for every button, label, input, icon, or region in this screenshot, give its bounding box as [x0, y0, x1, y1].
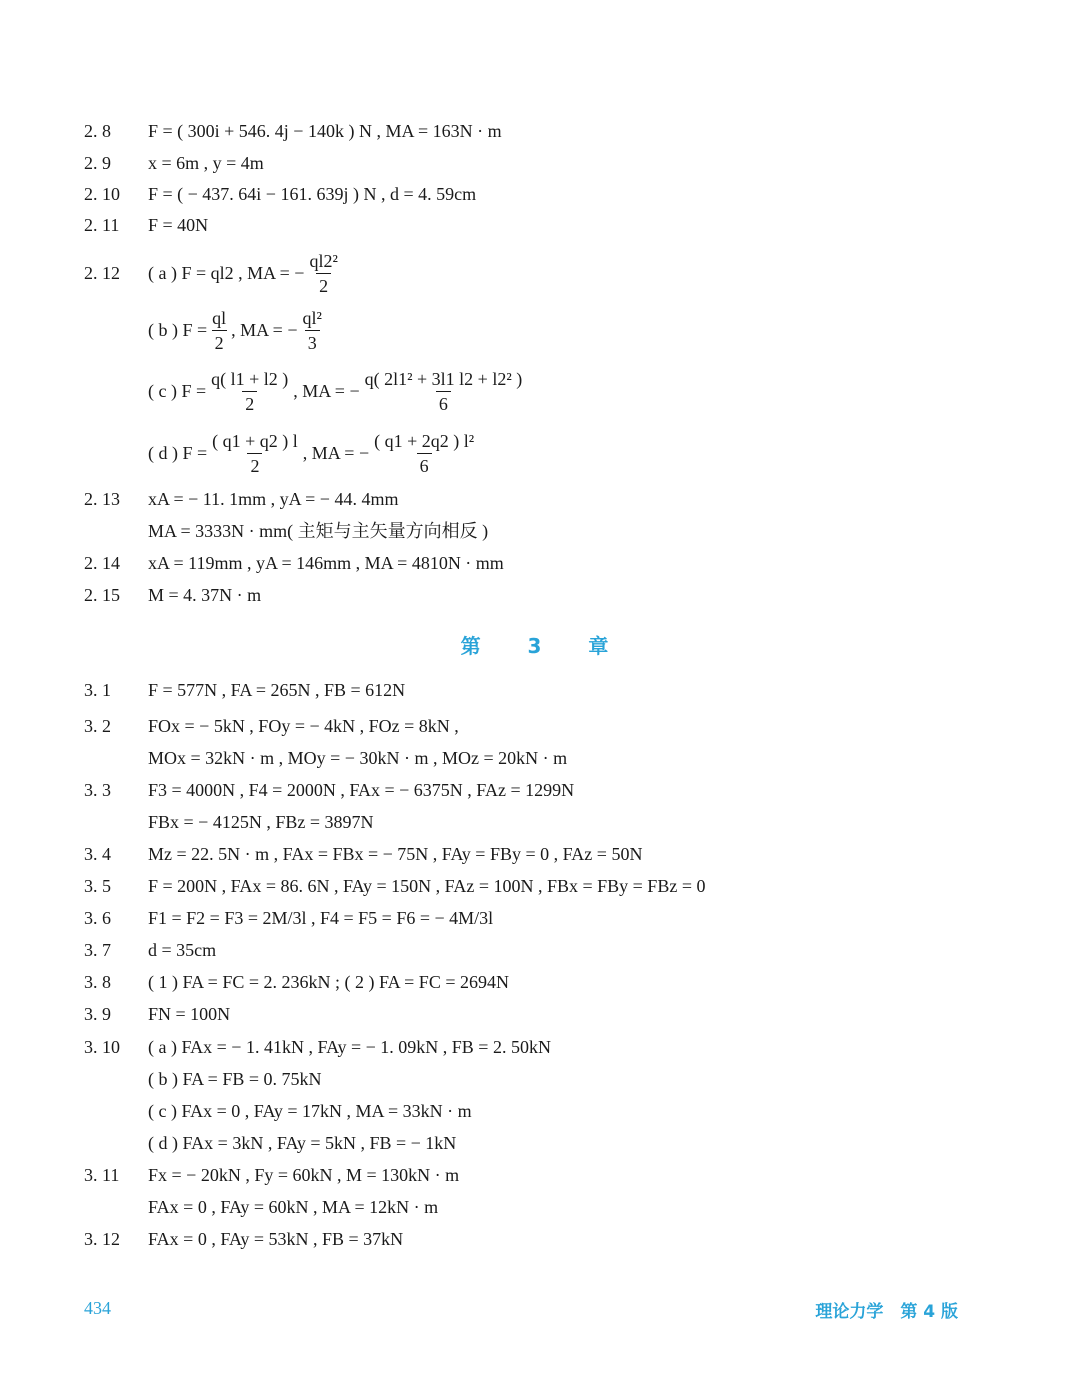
answer-text: Mz = 22. 5N · m , FAx = FBx = − 75N , FAy = FBy = 0 , FAz = 50N [148, 844, 643, 864]
answer-3-11-line2: FAx = 0 , FAy = 60kN , MA = 12kN · m [148, 1197, 439, 1217]
answer-number: 2. 9 [84, 153, 111, 173]
answer-text: FN = 100N [148, 1004, 231, 1024]
answer-number: 2. 14 [84, 553, 120, 573]
answer-text: xA = − 11. 1mm , yA = − 44. 4mm [148, 489, 399, 509]
formula-lead: ( c ) F = [148, 380, 207, 401]
answer-text: ( a ) FAx = − 1. 41kN , FAy = − 1. 09kN , FB = 2. 50kN [148, 1037, 551, 1057]
answer-number: 3. 4 [84, 844, 111, 864]
formula-lead: ( b ) F = [148, 319, 208, 340]
answer-text: FAx = 0 , FAy = 53kN , FB = 37kN [148, 1229, 404, 1249]
answer-2-12-b [148, 300, 327, 360]
formula-mid: , MA = − [293, 380, 360, 401]
answer-2-12-c [148, 361, 527, 421]
fraction-denominator: 2 [316, 273, 331, 297]
answer-text: F = 40N [148, 215, 209, 235]
fraction-numerator: ql [212, 307, 227, 328]
answer-3-2-line2: MOx = 32kN · m , MOy = − 30kN · m , MOz = 20kN · m [148, 748, 568, 768]
answer-number: 2. 15 [84, 585, 120, 605]
answer-number: 3. 9 [84, 1004, 111, 1024]
answer-3-3-line2: FBx = − 4125N , FBz = 3897N [148, 812, 374, 832]
fraction [371, 430, 477, 477]
formula-mid: , MA = − [302, 442, 370, 463]
fraction-denominator: 2 [242, 391, 257, 415]
fraction-numerator: ql2² [309, 250, 338, 271]
fraction-denominator: 3 [305, 330, 320, 354]
answer-number: 2. 8 [84, 121, 111, 141]
answer-number: 3. 1 [84, 680, 111, 700]
answer-3-10-line4: ( d ) FAx = 3kN , FAy = 5kN , FB = − 1kN [148, 1133, 457, 1153]
formula-lead: ( a ) F = ql2 , MA = − [148, 262, 305, 283]
fraction [362, 368, 526, 415]
answer-text: F = ( 300i + 546. 4j − 140k ) N , MA = 163N · m [148, 121, 502, 141]
answer-text: F1 = F2 = F3 = 2M/3l , F4 = F5 = F6 = − 4M/3l [148, 908, 494, 928]
fraction-numerator: q( l1 + l2 ) [211, 368, 289, 389]
fraction-numerator: ( q1 + 2q2 ) l² [374, 430, 475, 451]
answer-number: 3. 8 [84, 972, 111, 992]
answer-text: ( 1 ) FA = FC = 2. 236kN ; ( 2 ) FA = FC = 2694N [148, 972, 509, 992]
answer-number: 2. 10 [84, 184, 120, 204]
fraction-denominator: 2 [212, 330, 227, 354]
answer-number: 3. 6 [84, 908, 111, 928]
fraction-denominator: 6 [417, 453, 432, 477]
page-number: 434 [84, 1298, 111, 1318]
fraction-denominator: 6 [436, 391, 451, 415]
fraction [300, 307, 325, 354]
answer-2-12-a [148, 243, 343, 303]
answer-number: 2. 11 [84, 215, 120, 235]
answer-text: F = 200N , FAx = 86. 6N , FAy = 150N , FAz = 100N , FBx = FBy = FBz = 0 [148, 876, 706, 896]
fraction [208, 368, 291, 415]
answer-text: Fx = − 20kN , Fy = 60kN , M = 130kN · m [148, 1165, 460, 1185]
answer-text: F = ( − 437. 64i − 161. 639j ) N , d = 4. 59cm [148, 184, 477, 204]
answer-2-12-d [148, 423, 479, 483]
fraction [209, 430, 301, 477]
answer-3-10-line3: ( c ) FAx = 0 , FAy = 17kN , MA = 33kN · m [148, 1101, 472, 1121]
book-title: 理论力学 第 4 版 [815, 1302, 958, 1322]
fraction [306, 250, 340, 297]
answer-text: xA = 119mm , yA = 146mm , MA = 4810N · mm [148, 553, 504, 573]
answer-text: M = 4. 37N · m [148, 585, 262, 605]
fraction-numerator: q( 2l1² + 3l1 l2 + l2² ) [364, 368, 523, 389]
answer-text: d = 35cm [148, 940, 217, 960]
answer-number: 3. 11 [84, 1165, 120, 1185]
chapter-heading: 第 3 章 [460, 634, 629, 658]
answer-number: 2. 13 [84, 489, 120, 509]
fraction-numerator: ql² [302, 307, 322, 328]
answer-text: FOx = − 5kN , FOy = − 4kN , FOz = 8kN , [148, 716, 459, 736]
fraction [209, 307, 229, 354]
answer-2-13-line2: MA = 3333N · mm( 主矩与主矢量方向相反 ) [148, 521, 489, 541]
formula-lead: ( d ) F = [148, 442, 208, 463]
answer-text: x = 6m , y = 4m [148, 153, 264, 173]
answer-number: 2. 12 [84, 263, 120, 283]
answer-number: 3. 3 [84, 780, 111, 800]
formula-mid: , MA = − [231, 319, 298, 340]
fraction-numerator: ( q1 + q2 ) l [212, 430, 298, 451]
fraction-denominator: 2 [247, 453, 262, 477]
answer-number: 3. 12 [84, 1229, 120, 1249]
answer-number: 3. 7 [84, 940, 111, 960]
answer-number: 3. 5 [84, 876, 111, 896]
answer-number: 3. 10 [84, 1037, 120, 1057]
answer-3-10-line2: ( b ) FA = FB = 0. 75kN [148, 1069, 322, 1089]
answer-text: F3 = 4000N , F4 = 2000N , FAx = − 6375N , FAz = 1299N [148, 780, 575, 800]
answer-number: 3. 2 [84, 716, 111, 736]
answer-text: F = 577N , FA = 265N , FB = 612N [148, 680, 406, 700]
